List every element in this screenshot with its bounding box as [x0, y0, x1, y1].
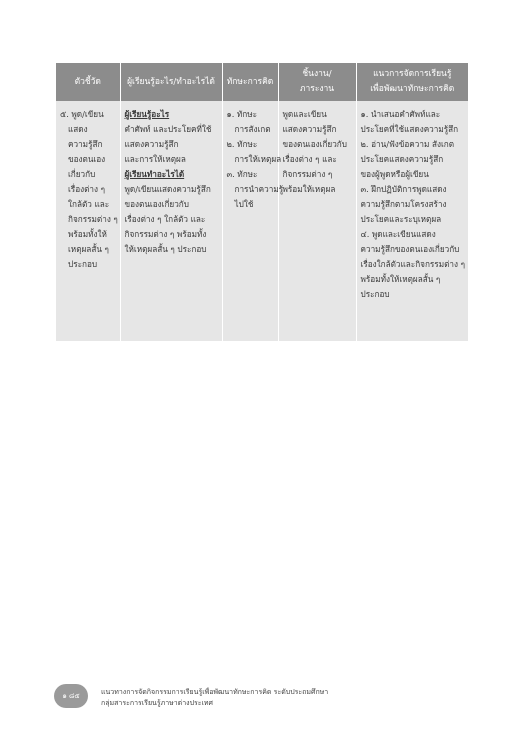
- cell-line: ประโยคและระบุเหตุผล: [360, 214, 442, 224]
- cell-line: ๑. นำเสนอคำศัพท์และ: [360, 109, 441, 119]
- cell-line: ความรู้สึกตามโครงสร้าง: [360, 199, 447, 209]
- column-header-text: ผู้เรียนรู้อะไร/ทำอะไรได้: [127, 76, 215, 87]
- cell-line: พร้อมให้เหตุผล: [282, 184, 336, 194]
- column-header-text: แนวการจัดการเรียนรู้: [373, 69, 452, 79]
- cell-line: เรื่องต่าง ๆ ใกล้ตัว และ: [124, 214, 206, 224]
- cell-line: กิจกรรมต่าง ๆ พร้อมทั้ง: [124, 229, 207, 239]
- skills-cell: [222, 101, 284, 341]
- cell-line: แสดงความรู้สึก: [124, 139, 179, 149]
- cell-line: เรื่องต่าง ๆ: [68, 184, 106, 194]
- column-header-text: ตัวชี้วัด: [74, 76, 101, 87]
- cell-line: กิจกรรมต่าง ๆ: [68, 214, 118, 224]
- do-heading: ผู้เรียนทำอะไรได้: [124, 169, 185, 179]
- cell-line: ๓. ทักษะ: [226, 169, 258, 179]
- cell-line: ความรู้สึกของตนเองเกี่ยวกับ: [360, 244, 460, 254]
- column-header-text: เพื่อพัฒนาทักษะการคิด: [370, 84, 455, 94]
- work-cell: [278, 101, 356, 341]
- page-number-badge: ๑ ๘๕: [54, 684, 88, 708]
- cell-line: เรื่องใกล้ตัวและกิจกรรมต่าง ๆ: [360, 259, 466, 269]
- cell-line: กิจกรรมต่าง ๆ: [282, 169, 333, 179]
- cell-line: ไปใช้: [234, 199, 254, 209]
- cell-line: พูด/เขียนแสดงความรู้สึก: [124, 184, 211, 194]
- column-header: [56, 63, 120, 101]
- column-header: [222, 63, 278, 101]
- cell-line: การสังเกต: [234, 124, 271, 134]
- column-header: [120, 63, 222, 101]
- cell-line: แสดง: [68, 124, 88, 134]
- cell-line: ความรู้สึก: [68, 139, 103, 149]
- cell-line: แสดงความรู้สึก: [282, 124, 337, 134]
- footer-text: [101, 687, 328, 709]
- cell-line: การให้เหตุผล: [234, 154, 282, 164]
- footer-line-1: แนวทางการจัดกิจกรรมการเรียนรู้เพื่อพัฒนาทักษะการคิด ระดับประถมศึกษา: [101, 688, 329, 696]
- approach-cell: [356, 101, 468, 341]
- column-header: [278, 63, 356, 101]
- table-row: [56, 101, 468, 341]
- cell-line: ๕. พูด/เขียน: [60, 109, 104, 119]
- cell-line: ประโยคที่ใช้แสดงความรู้สึก: [360, 124, 459, 134]
- cell-line: เกี่ยวกับ: [68, 169, 96, 179]
- cell-line: คำศัพท์ และประโยคที่ใช้: [124, 124, 212, 134]
- column-header-text: ชิ้นงาน/: [302, 69, 332, 79]
- learn-heading: ผู้เรียนรู้อะไร: [124, 109, 170, 119]
- cell-line: เหตุผลสั้น ๆ: [68, 244, 109, 254]
- cell-line: ประกอบ: [68, 259, 98, 269]
- cell-line: พูดและเขียน: [282, 109, 327, 119]
- cell-line: ๒. อ่าน/ฟังข้อความ สังเกต: [360, 139, 455, 149]
- learning-cell: [120, 101, 222, 341]
- cell-line: ๔. พูดและเขียนแสดง: [360, 229, 436, 239]
- cell-line: พร้อมทั้งให้เหตุผลสั้น ๆ: [360, 274, 441, 284]
- cell-line: ใกล้ตัว และ: [68, 199, 110, 209]
- cell-line: ๓. ฝึกปฏิบัติการพูดแสดง: [360, 184, 447, 194]
- cell-line: ให้เหตุผลสั้น ๆ ประกอบ: [124, 244, 207, 254]
- cell-line: การนำความรู้: [234, 184, 284, 194]
- table-header-row: [56, 63, 468, 101]
- cell-line: ประกอบ: [360, 289, 390, 299]
- cell-line: ๒. ทักษะ: [226, 139, 258, 149]
- cell-line: ประโยคแสดงความรู้สึก: [360, 154, 444, 164]
- cell-line: ของผู้พูดหรือผู้เขียน: [360, 169, 429, 179]
- cell-line: และการให้เหตุผล: [124, 154, 186, 164]
- learning-table: [56, 63, 468, 341]
- cell-line: ของตนเองเกี่ยวกับ: [124, 199, 189, 209]
- indicator-cell: [56, 101, 120, 341]
- column-header-text: ภาระงาน: [299, 84, 335, 94]
- cell-line: เรื่องต่าง ๆ และ: [282, 154, 337, 164]
- footer-line-2: กลุ่มสาระการเรียนรู้ภาษาต่างประเทศ: [101, 699, 213, 707]
- cell-line: ๑. ทักษะ: [226, 109, 258, 119]
- cell-line: พร้อมทั้งให้: [68, 229, 107, 239]
- cell-line: ของตนเอง: [68, 154, 106, 164]
- cell-line: ของตนเองเกี่ยวกับ: [282, 139, 347, 149]
- column-header-text: ทักษะการคิด: [226, 76, 274, 87]
- column-header: [356, 63, 468, 101]
